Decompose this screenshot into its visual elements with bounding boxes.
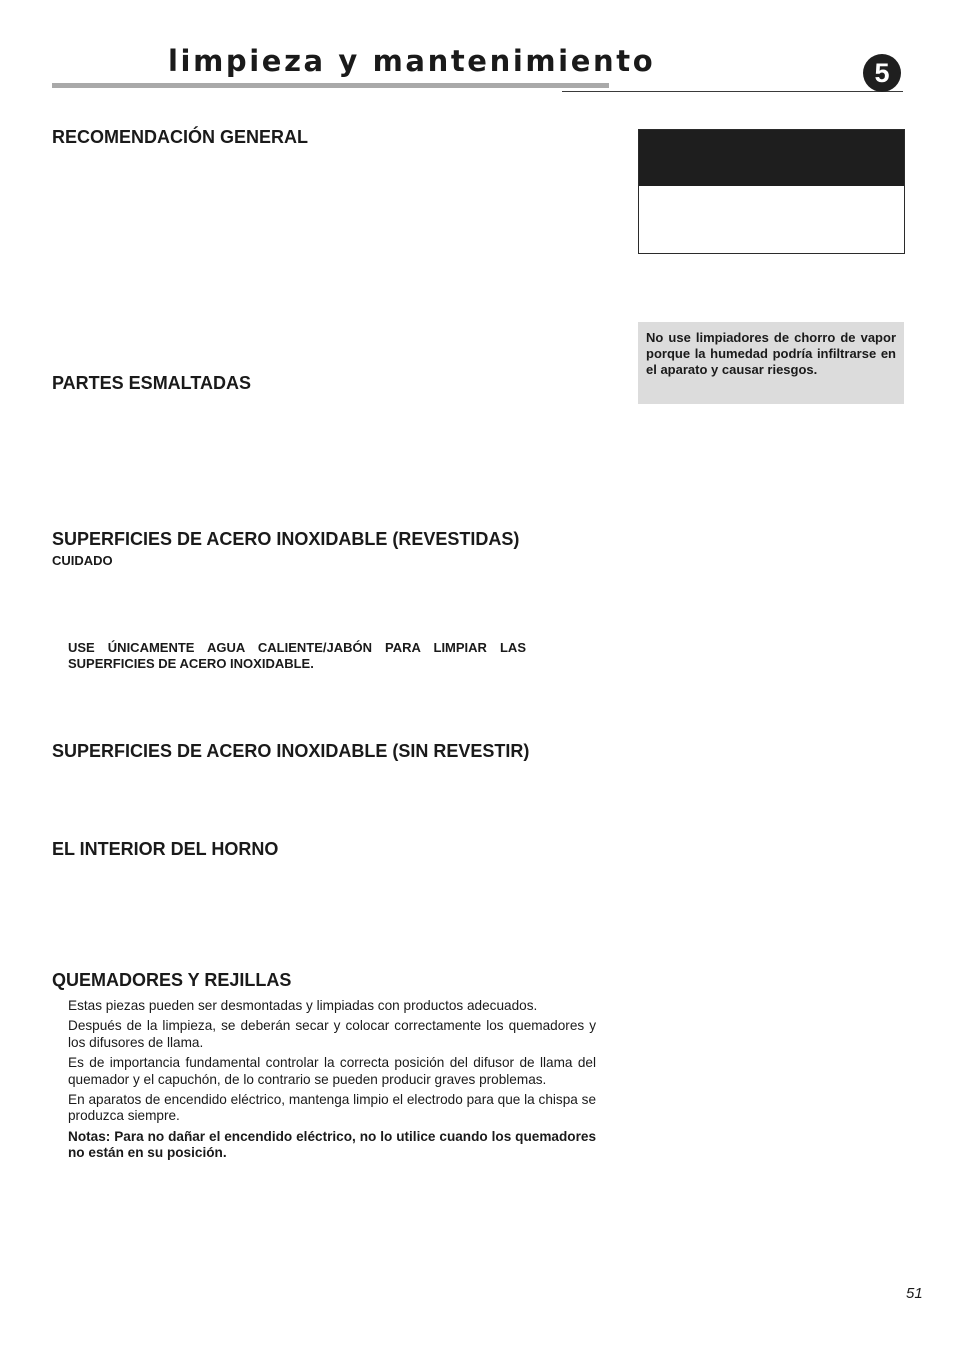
warning-box-header bbox=[639, 130, 904, 186]
heading-enamel-parts: PARTES ESMALTADAS bbox=[52, 373, 252, 393]
burners-paragraph: Es de importancia fundamental controlar la correcta posición del difusor de llama del quemador y el capuchón, de lo contrario se pueden producir graves problemas. bbox=[68, 1055, 596, 1087]
burners-paragraph: Después de la limpieza, se deberán secar y colocar correctamente los quemadores y los difusores de llama. bbox=[68, 1018, 596, 1050]
caution-label: CUIDADO bbox=[52, 553, 113, 568]
steam-cleaner-note: No use limpiadores de chorro de vapor porque la humedad podría infiltrarse en el aparato y causar riesgos. bbox=[638, 322, 904, 404]
page-number: 51 bbox=[906, 1285, 923, 1302]
burners-paragraph: En aparatos de encendido eléctrico, mantenga limpio el electrodo para que la chispa se produzca siempre. bbox=[68, 1092, 596, 1124]
chapter-number-badge: 5 bbox=[863, 54, 901, 92]
heading-burners-grates: QUEMADORES Y REJILLAS bbox=[52, 970, 292, 990]
warning-box bbox=[638, 129, 905, 254]
caution-text: USE ÚNICAMENTE AGUA CALIENTE/JABÓN PARA LIMPIAR LAS SUPERFICIES DE ACERO INOXIDABLE. bbox=[68, 640, 526, 671]
heading-oven-interior: EL INTERIOR DEL HORNO bbox=[52, 839, 279, 859]
burners-note: Notas: Para no dañar el encendido eléctrico, no lo utilice cuando los quemadores no están en su posición. bbox=[68, 1128, 596, 1161]
burners-body bbox=[68, 998, 596, 1166]
heading-stainless-coated: SUPERFICIES DE ACERO INOXIDABLE (REVESTIDAS) bbox=[52, 529, 520, 549]
heading-general-recommendation: RECOMENDACIÓN GENERAL bbox=[52, 127, 309, 147]
burners-paragraph: Estas piezas pueden ser desmontadas y limpiadas con productos adecuados. bbox=[68, 998, 538, 1013]
title-underline bbox=[52, 83, 609, 88]
page-title: limpieza y mantenimiento bbox=[168, 44, 656, 78]
heading-stainless-uncoated: SUPERFICIES DE ACERO INOXIDABLE (SIN REVESTIR) bbox=[52, 741, 530, 761]
header-rule bbox=[562, 91, 903, 92]
